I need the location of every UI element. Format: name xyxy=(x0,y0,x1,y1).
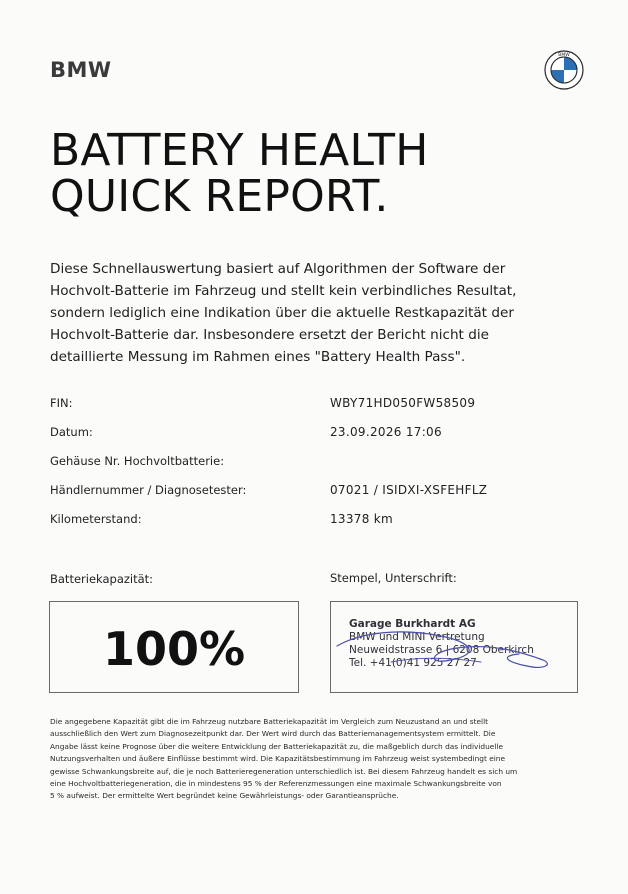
disclaimer-line: gewisse Schwankungsbreite auf, die je noch Batterieregeneration unterschiedlich ist. Bei diesem Fahrzeug handelt es sich um xyxy=(50,766,518,776)
svg-text:BMW: BMW xyxy=(558,53,570,58)
field-value: 07021 / ISIDXI-XSFEHFLZ xyxy=(330,483,488,497)
stamp-label: Stempel, Unterschrift: xyxy=(330,571,457,585)
field-row-gehaeuse xyxy=(50,450,590,479)
stamp-line: Tel. +41(0)41 925 27 27 xyxy=(349,657,477,669)
intro-line: Hochvolt-Batterie dar. Insbesondere ersetzt der Bericht nicht die xyxy=(50,327,489,343)
capacity-box xyxy=(49,601,299,693)
capacity-value: 100% xyxy=(102,622,246,676)
disclaimer-line: Nutzungsverhalten und äußere Einflüsse bestimmt wird. Die Kapazitätsbestimmung im Fahrzeug weist systembedingt eine xyxy=(50,754,506,764)
field-value: 23.09.2026 17:06 xyxy=(330,425,442,439)
bmw-roundel-icon xyxy=(544,50,584,90)
intro-paragraph xyxy=(50,258,590,368)
disclaimer-line: ausschließlich den Wert zum Diagnosezeitpunkt dar. Der Wert wird durch das Batteriemanagementsystem ermittelt. Die xyxy=(50,729,496,739)
intro-line: sondern lediglich eine Indikation über die aktuelle Restkapazität der xyxy=(50,305,514,321)
vehicle-fields xyxy=(50,392,590,537)
field-value: 13378 km xyxy=(330,512,394,526)
stamp-line: BMW und MINI Vertretung xyxy=(349,631,485,643)
field-label: Gehäuse Nr. Hochvoltbatterie: xyxy=(50,454,225,468)
disclaimer-line: Die angegebene Kapazität gibt die im Fahrzeug nutzbare Batteriekapazität im Vergleich zum Neuzustand an und stellt xyxy=(50,717,489,726)
disclaimer-line: Angabe lässt keine Prognose über die weitere Entwicklung der Batteriekapazität zu, die maßgeblich durch das individuelle xyxy=(50,741,503,751)
report-title xyxy=(50,125,590,222)
intro-line: detaillierte Messung im Rahmen eines "Battery Health Pass". xyxy=(50,349,466,365)
intro-line: Hochvolt-Batterie im Fahrzeug und stellt kein verbindliches Resultat, xyxy=(50,283,517,299)
field-label: Händlernummer / Diagnosetester: xyxy=(50,483,247,497)
stamp-line: Garage Burkhardt AG xyxy=(349,618,476,630)
field-label: Kilometerstand: xyxy=(50,512,142,526)
stamp-line: Neuweidstrasse 6 | 6208 Oberkirch xyxy=(349,644,534,656)
field-label: Datum: xyxy=(50,425,93,439)
intro-line: Diese Schnellauswertung basiert auf Algorithmen der Software der xyxy=(50,261,506,277)
field-row-datum xyxy=(50,421,590,450)
brand-wordmark: BMW xyxy=(50,58,112,82)
title-line: BATTERY HEALTH xyxy=(50,125,429,176)
disclaimer-line: 5 % aufweist. Der ermittelte Wert begründet keine Gewährleistungs- oder Garantieansprüche. xyxy=(50,791,399,801)
field-row-kilometer xyxy=(50,508,590,537)
field-row-fin xyxy=(50,392,590,421)
disclaimer-line: eine Hochvoltbatteriegeneration, die in mindestens 95 % der Referenzmessungen eine maximale Schwankungsbreite von xyxy=(50,779,502,789)
field-row-haendler xyxy=(50,479,590,508)
title-line: QUICK REPORT. xyxy=(50,171,389,222)
dealer-stamp xyxy=(349,618,534,670)
field-value: WBY71HD050FW58509 xyxy=(330,396,476,410)
field-label: FIN: xyxy=(50,396,73,410)
stamp-box xyxy=(330,601,578,693)
disclaimer-text xyxy=(50,716,570,803)
capacity-label: Batteriekapazität: xyxy=(50,572,154,586)
